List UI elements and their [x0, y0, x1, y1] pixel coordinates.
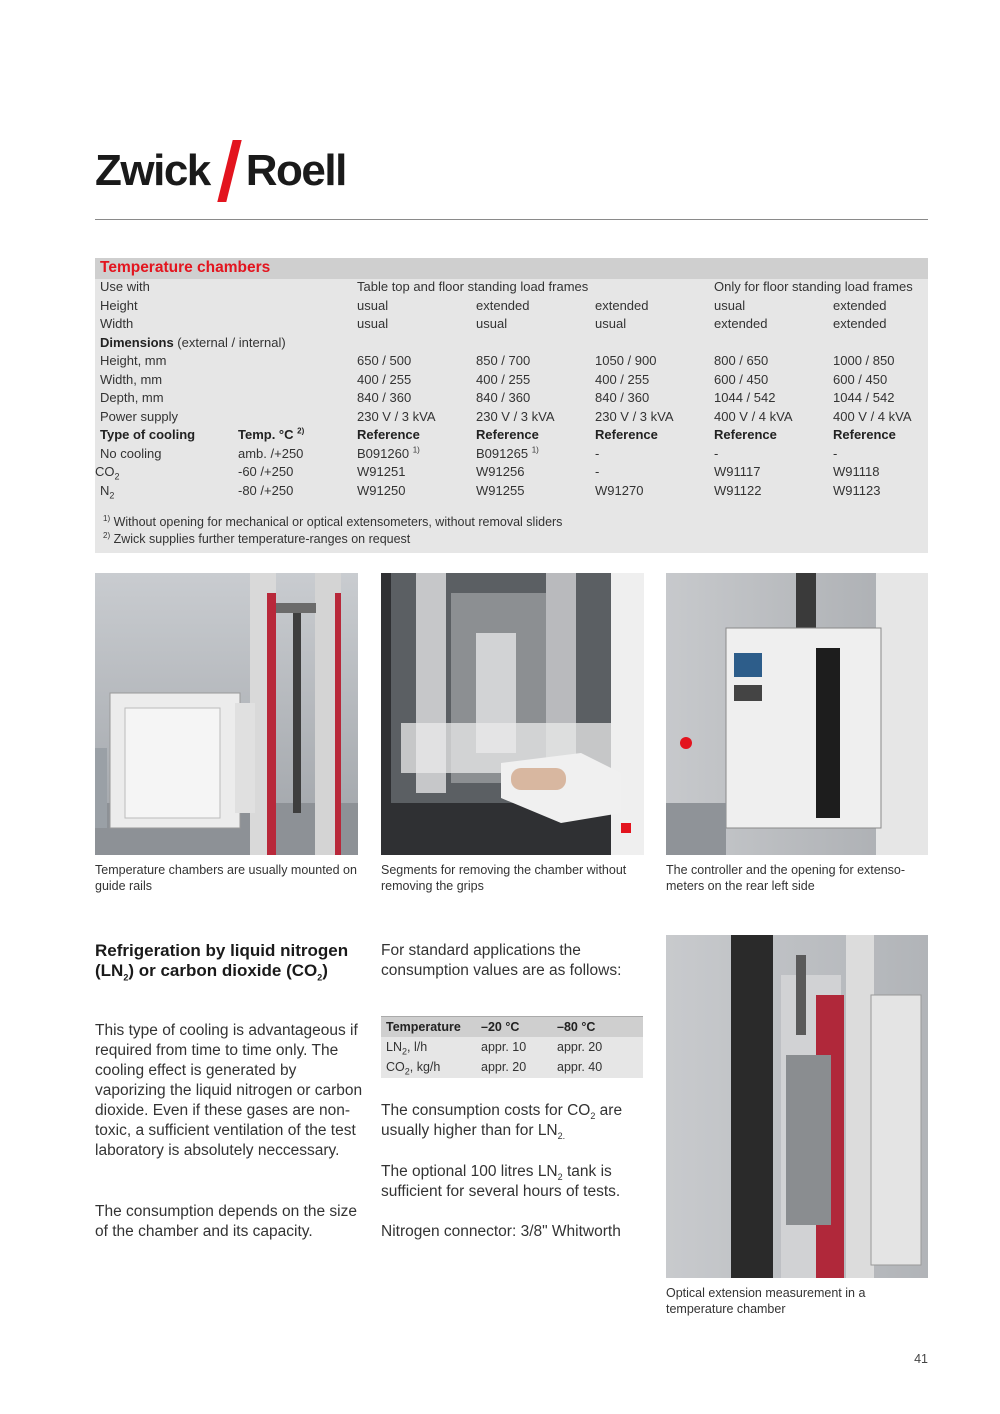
spec-table-title-bar	[95, 258, 928, 279]
footnote-1: $^{1)}$ Without opening for mechanical or optical extensometers, without removal sliders	[103, 513, 563, 529]
row-dimensions: Dimensions (external / internal)	[100, 335, 286, 350]
logo-roell: Roell	[245, 146, 346, 195]
row-type-of-cooling: Type of cooling Temp. °C $^{2)}$ Reference Reference Reference Reference Reference	[100, 426, 896, 442]
consumption-table	[381, 1016, 643, 1078]
consumption-costs: The consumption costs for $CO_2$ are usually higher than for $LN_{2.}$	[381, 1102, 623, 1142]
zwick-roell-logo	[95, 138, 346, 204]
refrigeration-paragraph-1: This type of cooling is advantageous if required from time to time only. The cooling effect is generated by vaporizing the liquid nitrogen or carbon dioxide. Even if these gases are non-toxic, a sufficient ventilation of the test laboratory is absolutely neccessary.	[95, 1022, 363, 1159]
photo-4-caption: Optical extension measurement in a temperature chamber	[666, 1286, 866, 1316]
row-width: Width usual usual usual extended extended	[100, 316, 887, 331]
optical-extension-photo	[666, 935, 928, 1278]
row-width-mm: Width, mm 400 / 255 400 / 255 400 / 255 600 / 450 600 / 450	[100, 372, 888, 387]
consumption-table-header: Temperature –20 °C –80 °C	[381, 1016, 643, 1037]
nitrogen-connector: Nitrogen connector: 3/8" Whitworth	[381, 1223, 621, 1240]
logo-zwick: Zwick	[95, 146, 210, 195]
tank-note: The optional 100 litres $LN_2$ tank is sufficient for several hours of tests.	[381, 1163, 621, 1200]
row-n2: $N_2$ -80 /+250 W91250 W91255 W91270 W91122 W91123	[100, 483, 881, 501]
photo-1-caption: Temperature chambers are usually mounted on guide rails	[95, 863, 357, 893]
consumption-row-ln2: $LN_2$, l/h appr. 10 appr. 20	[386, 1040, 603, 1057]
row-depth-mm: Depth, mm 840 / 360 840 / 360 840 / 360 1044 / 542 1044 / 542	[100, 390, 895, 405]
spec-table-title: Temperature chambers	[100, 259, 271, 276]
row-power-supply: Power supply 230 V / 3 kVA 230 V / 3 kVA 230 V / 3 kVA 400 V / 4 kVA 400 V / 4 kVA	[100, 409, 912, 424]
photo-2-caption: Segments for removing the chamber without removing the grips	[381, 863, 627, 893]
row-height-mm: Height, mm 650 / 500 850 / 700 1050 / 900 800 / 650 1000 / 850	[100, 353, 895, 368]
footnote-2: $^{2)}$ Zwick supplies further temperature-ranges on request	[103, 530, 411, 546]
row-height: Height usual extended extended usual extended	[100, 298, 887, 313]
refrigeration-paragraph-2: The consumption depends on the size of the chamber and its capacity.	[95, 1203, 357, 1240]
refrigeration-heading: Refrigeration by liquid nitrogen $(LN_2)$ or carbon dioxide $(CO_2)$	[95, 941, 349, 983]
chamber-controller-photo	[666, 573, 928, 855]
logo-slash-icon	[220, 140, 238, 202]
consumption-row-co2: $CO_2$, kg/h appr. 20 appr. 40	[386, 1060, 603, 1077]
spec-table	[95, 258, 928, 553]
consumption-intro: For standard applications the consumption values are as follows:	[381, 942, 622, 979]
header-rule	[95, 219, 928, 220]
photo-3-caption: The controller and the opening for extenso-meters on the rear left side	[666, 863, 906, 893]
chamber-segment-removal-photo	[381, 573, 644, 855]
row-no-cooling: No cooling amb. /+250 B091260 $^{1)}$ B091265 $^{1)}$ - - -	[100, 445, 838, 461]
page-number: 41	[914, 1352, 928, 1366]
row-co2: $CO_2$ -60 /+250 W91251 W91256 - W91117 W91118	[95, 464, 880, 482]
row-use-with: Use with Table top and floor standing load frames Only for floor standing load frames	[100, 279, 913, 294]
load-frame-with-chamber-photo	[95, 573, 358, 855]
